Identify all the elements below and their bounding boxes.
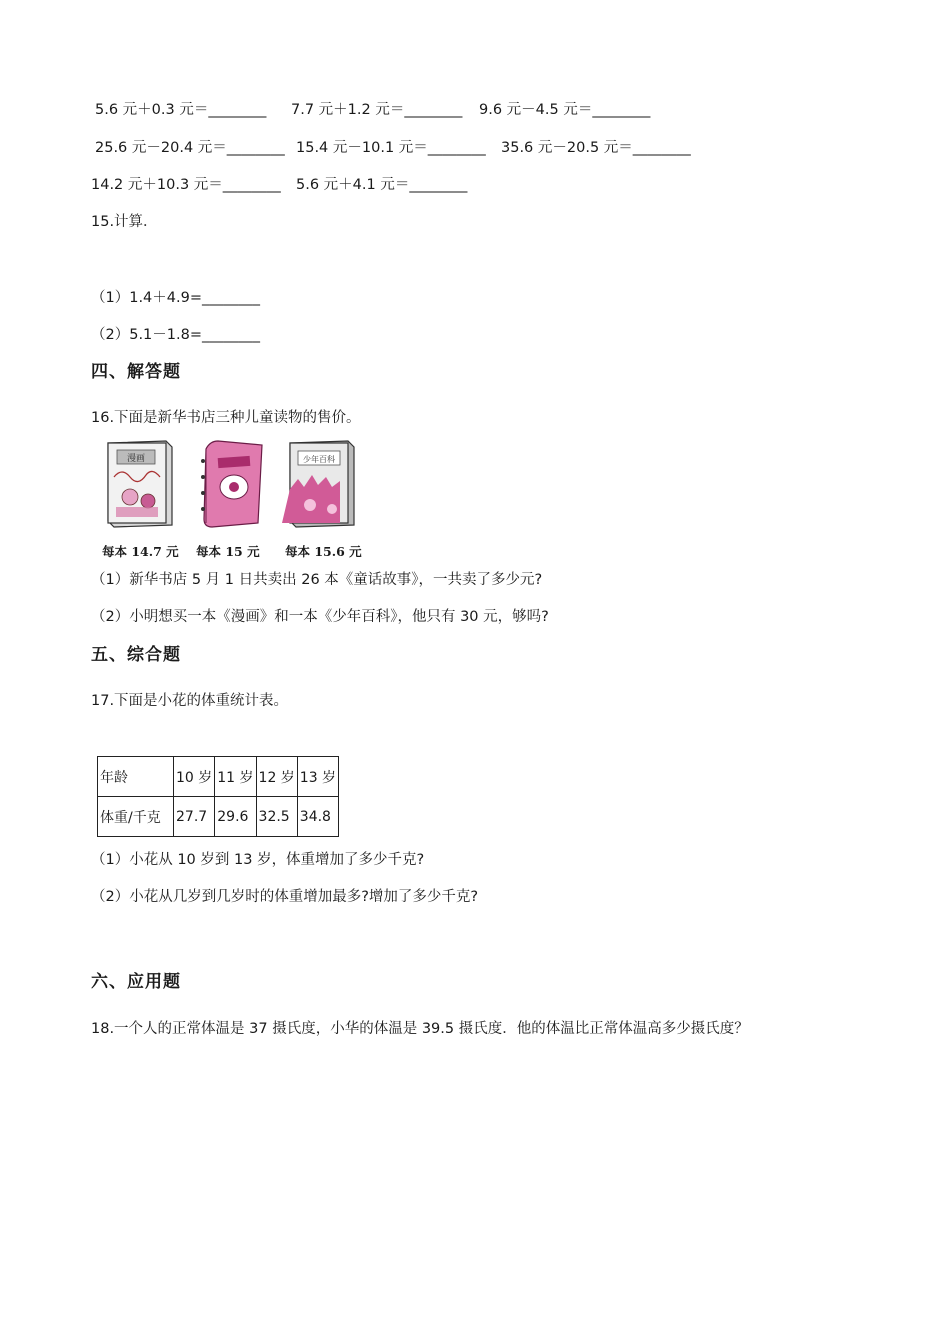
table-cell: 10 岁 <box>174 757 215 797</box>
question-15-part-2: （2）5.1－1.8=________ <box>91 327 260 343</box>
question-16-stem: 16.下面是新华书店三种儿童读物的售价。 <box>91 410 361 426</box>
table-cell: 12 岁 <box>256 757 297 797</box>
weight-table <box>97 756 339 837</box>
equation-7: 14.2 元＋10.3 元＝________ <box>91 177 281 193</box>
question-17-part-2: （2）小花从几岁到几岁时的体重增加最多?增加了多少千克? <box>91 889 479 905</box>
comic-book-image <box>108 441 172 527</box>
section-5-heading: 五、综合题 <box>91 645 181 665</box>
table-cell: 27.7 <box>174 797 215 837</box>
equation-5: 15.4 元－10.1 元＝________ <box>296 140 486 156</box>
equation-4: 25.6 元－20.4 元＝________ <box>95 140 285 156</box>
equation-1: 5.6 元＋0.3 元＝________ <box>95 102 267 118</box>
equation-2: 7.7 元＋1.2 元＝________ <box>291 102 463 118</box>
equation-6: 35.6 元－20.5 元＝________ <box>501 140 691 156</box>
equation-8: 5.6 元＋4.1 元＝________ <box>296 177 468 193</box>
book-price-fairy-tale: 每本 15 元 <box>196 544 260 559</box>
question-17-part-1: （1）小花从 10 岁到 13 岁，体重增加了多少千克? <box>91 852 425 868</box>
question-15-part-1: （1）1.4＋4.9=________ <box>91 290 260 306</box>
table-cell: 34.8 <box>297 797 338 837</box>
table-cell: 年龄 <box>98 757 174 797</box>
comic-cover-title: 漫画 <box>126 454 146 464</box>
encyclopedia-cover-title: 少年百科 <box>303 455 335 464</box>
question-18-stem: 18.一个人的正常体温是 37 摄氏度，小华的体温是 39.5 摄氏度．他的体温比正常体温高多少摄氏度？ <box>91 1021 749 1037</box>
equation-3: 9.6 元－4.5 元＝________ <box>479 102 651 118</box>
youth-encyclopedia-book-image <box>282 441 354 527</box>
table-cell: 32.5 <box>256 797 297 837</box>
section-4-heading: 四、解答题 <box>91 362 181 382</box>
book-price-encyclopedia: 每本 15.6 元 <box>285 544 362 559</box>
book-picture <box>100 437 370 542</box>
question-17-stem: 17.下面是小花的体重统计表。 <box>91 693 289 709</box>
table-cell: 11 岁 <box>215 757 256 797</box>
table-cell: 13 岁 <box>297 757 338 797</box>
fairy-tale-book-image <box>201 441 262 527</box>
question-16-part-1: （1）新华书店 5 月 1 日共卖出 26 本《童话故事》，一共卖了多少元? <box>91 572 543 588</box>
book-illustrations <box>100 437 370 562</box>
table-cell: 29.6 <box>215 797 256 837</box>
table-header-row <box>98 757 339 797</box>
question-16-part-2: （2）小明想买一本《漫画》和一本《少年百科》，他只有 30 元，够吗? <box>91 609 549 625</box>
table-row <box>98 797 339 837</box>
question-15-stem: 15.计算． <box>91 214 158 230</box>
book-price-comic: 每本 14.7 元 <box>102 544 179 559</box>
section-6-heading: 六、应用题 <box>91 972 181 992</box>
table-cell: 体重/千克 <box>98 797 174 837</box>
